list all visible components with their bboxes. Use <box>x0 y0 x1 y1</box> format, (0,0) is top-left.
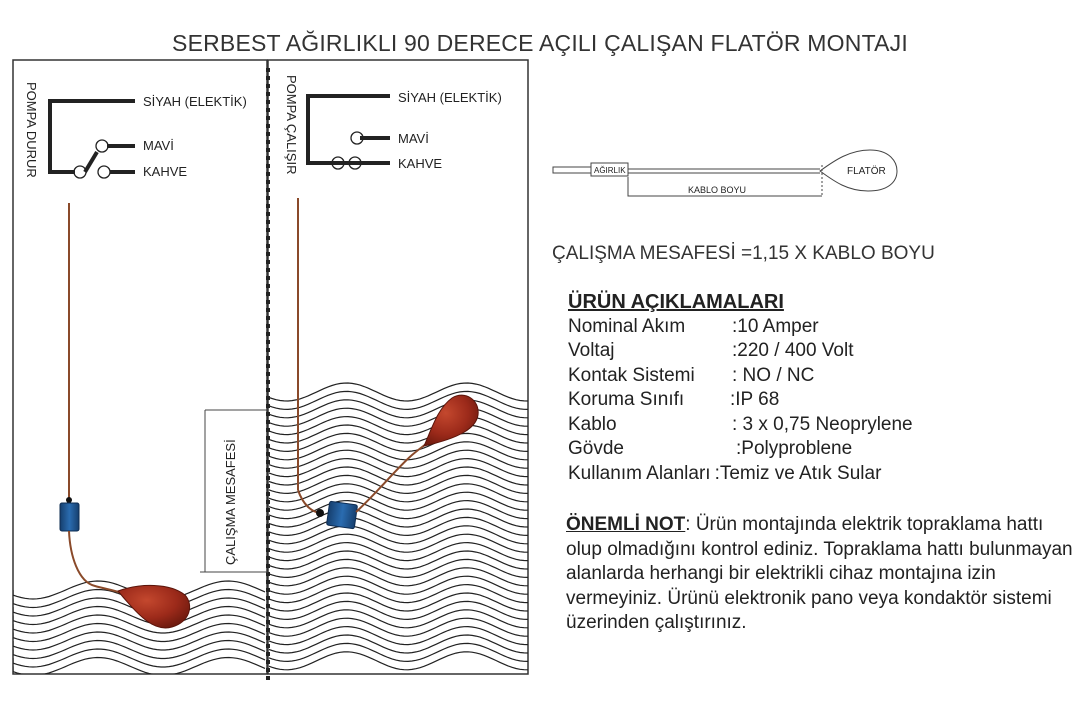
spec-key: Kullanım Alanları <box>568 462 711 484</box>
right-wire-blue-label: MAVİ <box>398 131 429 146</box>
spec-key: Nominal Akım <box>568 315 686 337</box>
spec-row <box>568 413 913 438</box>
left-wiring-schematic <box>50 101 135 172</box>
right-float-assembly <box>298 198 478 529</box>
product-specs <box>568 290 913 486</box>
cable-length-label: KABLO BOYU <box>688 185 747 195</box>
spec-value: :Temiz ve Atık Sular <box>714 462 882 484</box>
spec-row <box>568 364 913 389</box>
wave-line <box>268 383 528 401</box>
wave-line <box>13 658 265 676</box>
left-state-label: POMPA DURUR <box>24 82 39 178</box>
left-wire-black-label: SİYAH (ELEKTİK) <box>143 94 247 109</box>
important-note <box>566 513 1078 636</box>
note-heading: ÖNEMLİ NOT <box>566 514 686 535</box>
note-text: : Ürün montajında elektrik topraklama hattı olup olmadığını kontrol ediniz. Topraklama hattı bulunmayan alanlarda herhangi bir elektrikli cihaz montajına izin vermeyiniz. Ürünü elektronik pano veya kondaktör sistemi üzerinden çalıştırınız. <box>566 514 1073 633</box>
float-label: FLATÖR <box>847 166 886 177</box>
spec-row <box>568 462 913 487</box>
spec-row <box>568 339 913 364</box>
right-wire-brown-label: KAHVE <box>398 156 443 171</box>
left-contact-blue <box>96 140 108 152</box>
spec-value: :220 / 400 Volt <box>732 340 854 361</box>
working-distance-formula: ÇALIŞMA MESAFESİ =1,15 X KABLO BOYU <box>552 243 935 264</box>
right-water-waves <box>268 383 528 670</box>
right-wiring-schematic <box>308 96 390 163</box>
specs-heading: ÜRÜN AÇIKLAMALARI <box>568 291 784 313</box>
left-float-assembly <box>60 203 190 628</box>
cable-length-diagram <box>553 150 897 196</box>
left-wire-blue-label: MAVİ <box>143 138 174 153</box>
spec-row <box>568 315 913 340</box>
spec-value: : 3 x 0,75 Neoprylene <box>732 413 913 435</box>
left-contact-common <box>74 166 86 178</box>
spec-key: Voltaj <box>568 340 615 361</box>
left-wire-brown-label: KAHVE <box>143 164 188 179</box>
spec-key: Kablo <box>568 413 617 435</box>
right-weight <box>326 501 357 529</box>
right-state-label: POMPA ÇALIŞIR <box>284 75 299 175</box>
spec-row <box>568 437 913 462</box>
spec-value: :IP 68 <box>730 389 780 410</box>
weight-label: AĞIRLIK <box>594 166 626 175</box>
spec-key: Kontak Sistemi <box>568 364 695 386</box>
spec-value: : NO / NC <box>732 364 815 386</box>
spec-row <box>568 388 913 413</box>
spec-value: :Polyproblene <box>736 438 853 459</box>
left-contact-brown <box>98 166 110 178</box>
diagram-title: SERBEST AĞIRLIKLI 90 DERECE AÇILI ÇALIŞAN FLATÖR MONTAJI <box>172 30 908 56</box>
working-distance-label: ÇALIŞMA MESAFESİ <box>223 439 238 565</box>
spec-key: Gövde <box>568 438 624 459</box>
left-weight <box>60 503 79 531</box>
right-wire-black-label: SİYAH (ELEKTİK) <box>398 90 502 105</box>
spec-value: :10 Amper <box>732 315 819 337</box>
spec-key: Koruma Sınıfı <box>568 389 685 410</box>
